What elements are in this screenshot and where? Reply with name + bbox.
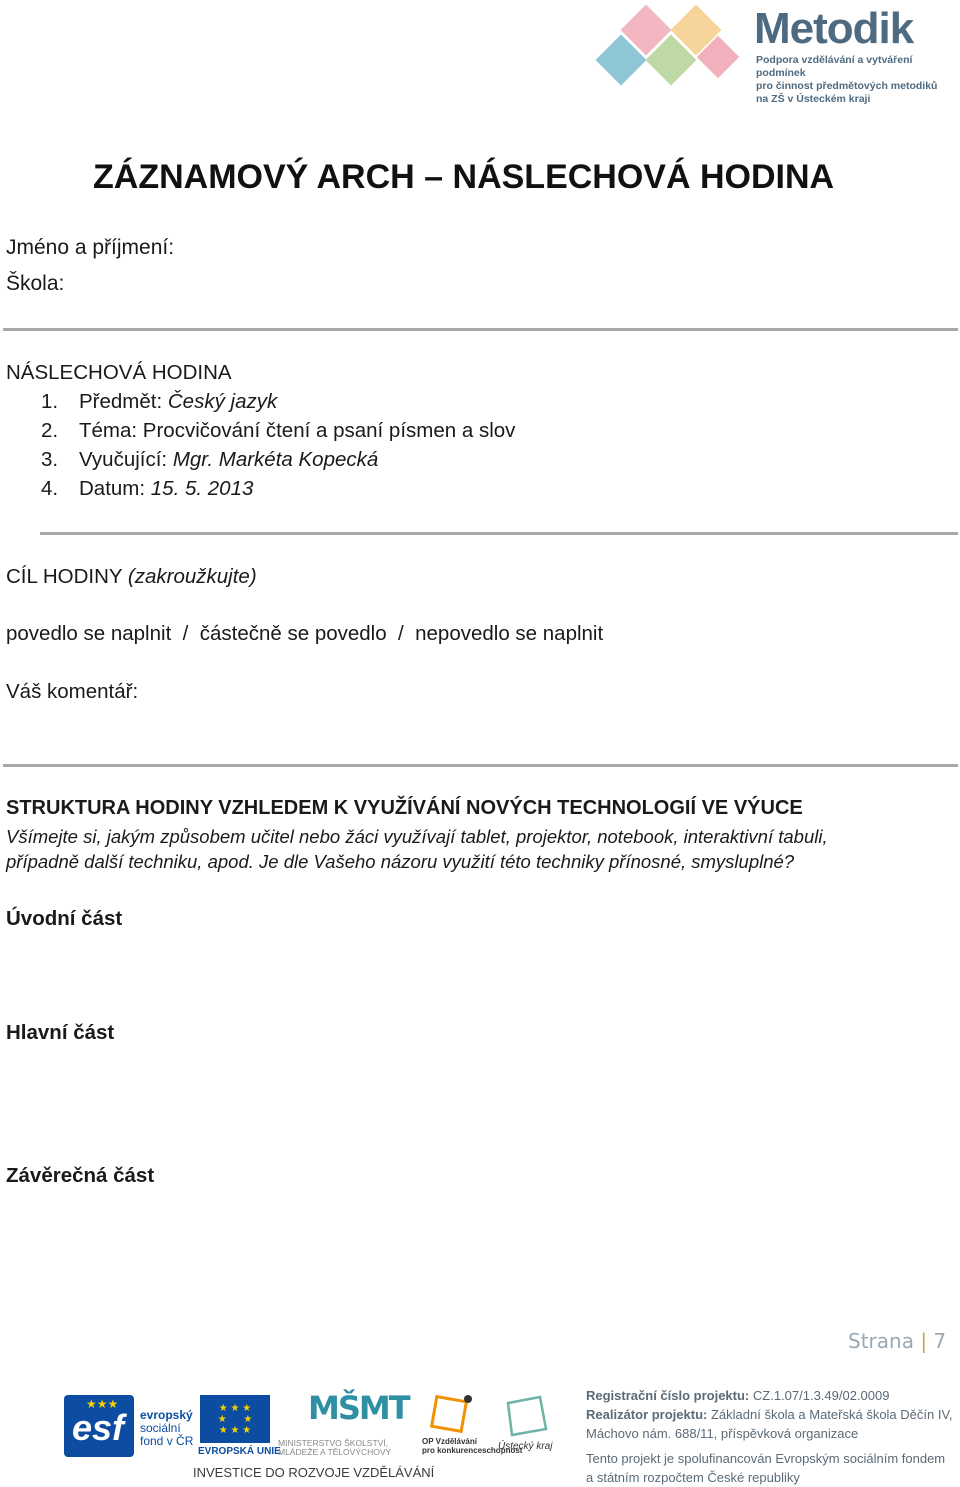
msmt-text-2: MLÁDEŽE A TĚLOVÝCHOVY bbox=[278, 1447, 392, 1457]
cofund-2: a státním rozpočtem České republiky bbox=[586, 1470, 800, 1485]
section-intro: Úvodní část bbox=[6, 907, 123, 930]
divider bbox=[3, 328, 958, 331]
section-final: Závěrečná část bbox=[6, 1164, 155, 1187]
lesson-heading: NÁSLECHOVÁ HODINA bbox=[6, 361, 232, 384]
reg-value: CZ.1.07/1.3.49/02.0009 bbox=[752, 1388, 890, 1403]
esf-logo bbox=[64, 1395, 194, 1459]
divider bbox=[40, 532, 958, 535]
list-item: 2. Téma: Procvičování čtení a psaní písmen a slov bbox=[41, 419, 516, 442]
metodik-logo bbox=[586, 0, 956, 105]
op-text-2: pro konkurenceschopnost bbox=[422, 1446, 523, 1455]
goal-heading: CÍL HODINY (zakroužkujte) bbox=[6, 565, 257, 588]
cofund-1: Tento projekt je spolufinancován Evropským sociálním fondem bbox=[586, 1451, 946, 1466]
eu-logo bbox=[198, 1395, 281, 1459]
logo-tagline-2: pro činnost předmětových metodiků bbox=[756, 80, 938, 92]
structure-text-2: případně další techniku, apod. Je dle Vašeho názoru využití této techniky přínosné, smysluplné? bbox=[6, 851, 795, 872]
page-number: Strana | 7 bbox=[848, 1329, 947, 1353]
esf-text-3: fond v ČR bbox=[140, 1434, 194, 1448]
logo-name: Metodik bbox=[754, 4, 914, 53]
goal-options: povedlo se naplnit / částečně se povedlo / nepovedlo se naplnit bbox=[6, 622, 604, 645]
footer bbox=[0, 1385, 960, 1485]
diamond-logo-icon bbox=[586, 0, 746, 100]
msmt-text-1: MINISTERSTVO ŠKOLSTVÍ, bbox=[278, 1438, 389, 1448]
list-item: 3. Vyučující: Mgr. Markéta Kopecká bbox=[41, 448, 379, 471]
logo-tagline-1: Podpora vzdělávání a vytváření podmínek bbox=[756, 54, 913, 79]
realizer-label: Realizátor projektu: bbox=[586, 1407, 711, 1422]
logo-tagline-3: na ZŠ v Ústeckém kraji bbox=[756, 93, 871, 105]
esf-text-2: sociální bbox=[140, 1421, 181, 1435]
reg-label: Registrační číslo projektu: bbox=[586, 1388, 753, 1403]
msmt-logo bbox=[278, 1389, 408, 1459]
list-item: 4. Datum: 15. 5. 2013 bbox=[41, 477, 254, 500]
project-info bbox=[586, 1386, 958, 1487]
eu-flag-icon: ★ ★ ★ ★ ★ ★ ★ ★ bbox=[200, 1395, 270, 1443]
op-mark-icon bbox=[428, 1391, 478, 1435]
eu-label: EVROPSKÁ UNIE bbox=[198, 1446, 281, 1457]
lesson-list bbox=[41, 390, 515, 506]
op-text-1: OP Vzdělávání bbox=[422, 1437, 477, 1446]
page-title: ZÁZNAMOVÝ ARCH – NÁSLECHOVÁ HODINA bbox=[93, 158, 835, 196]
section-main: Hlavní část bbox=[6, 1021, 115, 1044]
invest-label: INVESTICE DO ROZVOJE VZDĚLÁVÁNÍ bbox=[193, 1465, 435, 1480]
realizer-value: Základní škola a Mateřská škola Děčín IV, bbox=[710, 1407, 953, 1422]
kraj-label: Ústecký kraj bbox=[498, 1441, 553, 1452]
op-logo bbox=[410, 1391, 523, 1461]
structure-text-1: Všímejte si, jakým způsobem učitel nebo žáci využívají tablet, projektor, notebook, interaktivní tabuli, bbox=[6, 826, 828, 847]
structure-heading: STRUKTURA HODINY VZHLEDEM K VYUŽÍVÁNÍ NOVÝCH TECHNOLOGIÍ VE VÝUCE bbox=[6, 797, 803, 819]
kraj-logo bbox=[498, 1393, 554, 1463]
msmt-mark-icon: MŠMT bbox=[308, 1389, 409, 1427]
school-label: Škola: bbox=[6, 272, 65, 295]
esf-text-1: evropský bbox=[140, 1408, 193, 1422]
esf-mark-icon: esf ★★★ bbox=[64, 1395, 134, 1457]
comment-label: Váš komentář: bbox=[6, 680, 139, 703]
list-item: 1. Předmět: Český jazyk bbox=[41, 390, 278, 413]
divider bbox=[3, 764, 958, 767]
name-label: Jméno a příjmení: bbox=[6, 236, 175, 259]
address: Máchovo nám. 688/11, příspěvková organizace bbox=[586, 1426, 859, 1441]
kraj-mark-icon bbox=[500, 1393, 550, 1439]
